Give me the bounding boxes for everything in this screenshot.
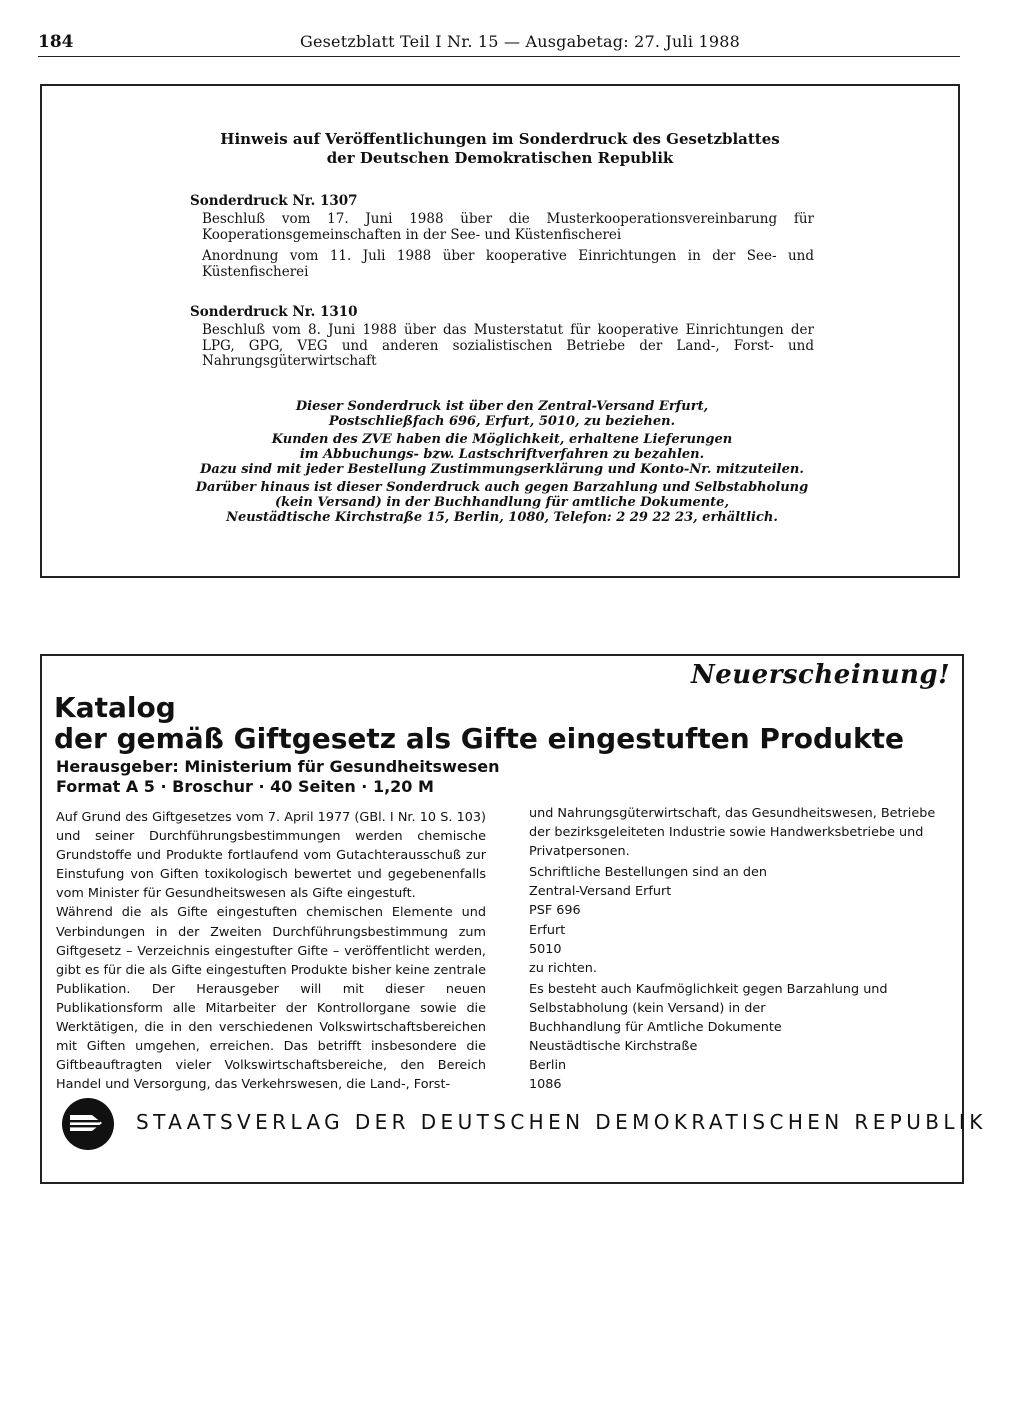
ordering-line: im Abbuchungs- bzw. Lastschriftverfahren zu bezahlen.	[299, 447, 705, 462]
ordering-line: Neustädtische Kirchstraße 15, Berlin, 1080, Telefon: 2 29 22 23, erhältlich.	[226, 510, 778, 525]
orders-address-line: PSF 696	[529, 903, 581, 919]
orders-address-line: Erfurt	[529, 922, 566, 938]
ordering-line: Dazu sind mit jeder Bestellung Zustimmungserklärung und Konto-Nr. mitzuteilen.	[200, 462, 804, 477]
ordering-line: Darüber hinaus ist dieser Sonderdruck auch gegen Barzahlung und Selbstabholung	[195, 480, 809, 495]
shop-address-line: 1086	[529, 1077, 562, 1093]
catalog-advertisement	[40, 654, 987, 1184]
issue-1307-item-2: Anordnung vom 11. Juli 1988 über kooperative Einrichtungen in der See- und Küstenfischerei	[202, 248, 814, 280]
running-header	[38, 30, 960, 57]
ad-right-column	[529, 804, 957, 1094]
issue-1310-item-1: Beschluß vom 8. Juni 1988 über das Musterstatut für kooperative Einrichtungen der LPG, GPG, VEG und anderen sozialistischen Betriebe der Land-, Forst- und Nahrungsgüterwirtschaft	[202, 322, 814, 369]
catalog-meta	[56, 757, 499, 797]
ordering-line: Dieser Sonderdruck ist über den Zentral-Versand Erfurt,	[295, 399, 709, 414]
ordering-info	[142, 399, 862, 528]
ad-paragraph: Auf Grund des Giftgesetzes vom 7. April 1977 (GBl. I Nr. 10 S. 103) und seiner Durchführungsbestimmungen werden chemische Grundstoffe und Produkte fortlaufend vom Gutachterausschuß zur Einstufung von Giften toxikologisch bewertet und gegebenenfalls vom Minister für Gesundheitswesen als Gifte eingestuft.	[56, 810, 486, 902]
ordering-line: Postschließfach 696, Erfurt, 5010, zu beziehen.	[328, 414, 676, 429]
page-number: 184	[38, 32, 74, 52]
ad-paragraph: Während die als Gifte eingestuften chemischen Elemente und Verbindungen in der Zweiten Durchführungsbestimmung zum Giftgesetz – Verzeichnis eingestufter Gifte – veröffentlicht werden, gibt es für die als Gifte eingestuften Produkte bisher keine zentrale Publikation. Der Herausgeber will mit dieser neuen Publikationsform alle Mitarbeiter der Kontrollorgane sowie die Werktätigen, die in den verschiedenen Volkswirtschaftsbereichen mit Giften umgehen, erreichen. Das betrifft insbesondere die Giftbeauftragten vieler Volkswirtschaftsbereiche, den Bereich Handel und Versorgung, das Verkehrswesen, die Land-, Forst-	[56, 905, 486, 1093]
shop-address-line: Berlin	[529, 1058, 567, 1074]
new-release-label: Neuerscheinung!	[690, 660, 950, 690]
catalog-format-line: Format A 5 · Broschur · 40 Seiten · 1,20 M	[56, 777, 434, 796]
notice-title-line-2: der Deutschen Demokratischen Republik	[326, 149, 674, 167]
issue-1307-item-1: Beschluß vom 17. Juni 1988 über die Musterkooperationsvereinbarung für Kooperationsgemeinschaften in der See- und Küstenfischerei	[202, 211, 814, 243]
catalog-title-line-1: Katalog	[54, 691, 176, 724]
orders-address-line: Zentral-Versand Erfurt	[529, 884, 672, 900]
issue-label-1307: Sonderdruck Nr. 1307	[190, 193, 358, 209]
shop-address-line: Neustädtische Kirchstraße	[529, 1039, 698, 1055]
orders-outro: zu richten.	[529, 960, 597, 976]
ordering-line: Kunden des ZVE haben die Möglichkeit, erhaltene Lieferungen	[271, 432, 733, 447]
catalog-title	[54, 692, 904, 754]
running-title: Gesetzblatt Teil I Nr. 15 — Ausgabetag: 27. Juli 1988	[300, 32, 740, 51]
catalog-publisher-line: Herausgeber: Ministerium für Gesundheitswesen	[56, 757, 500, 776]
ordering-line: (kein Versand) in der Buchhandlung für amtliche Dokumente,	[275, 495, 729, 510]
ad-left-column	[56, 808, 486, 1094]
publisher-logo-icon	[60, 1096, 116, 1152]
publisher-footer	[60, 1096, 987, 1156]
purchase-text: Es besteht auch Kaufmöglichkeit gegen Barzahlung und Selbstabholung (kein Versand) in der	[529, 981, 888, 1016]
ad-paragraph: und Nahrungsgüterwirtschaft, das Gesundheitswesen, Betriebe der bezirksgeleiteten Industrie sowie Handwerksbetriebe und Privatpersonen.	[529, 806, 936, 860]
orders-address-line: 5010	[529, 941, 562, 957]
orders-intro: Schriftliche Bestellungen sind an den	[529, 865, 767, 881]
catalog-title-line-2: der gemäß Giftgesetz als Gifte eingestuften Produkte	[54, 722, 904, 755]
notice-title-line-1: Hinweis auf Veröffentlichungen im Sonderdruck des Gesetzblattes	[220, 130, 780, 148]
shop-address-line: Buchhandlung für Amtliche Dokumente	[529, 1020, 782, 1036]
publisher-name: STAATSVERLAG DER DEUTSCHEN DEMOKRATISCHEN REPUBLIK	[136, 1110, 987, 1134]
issue-label-1310: Sonderdruck Nr. 1310	[190, 304, 358, 320]
special-print-notice	[40, 84, 960, 578]
